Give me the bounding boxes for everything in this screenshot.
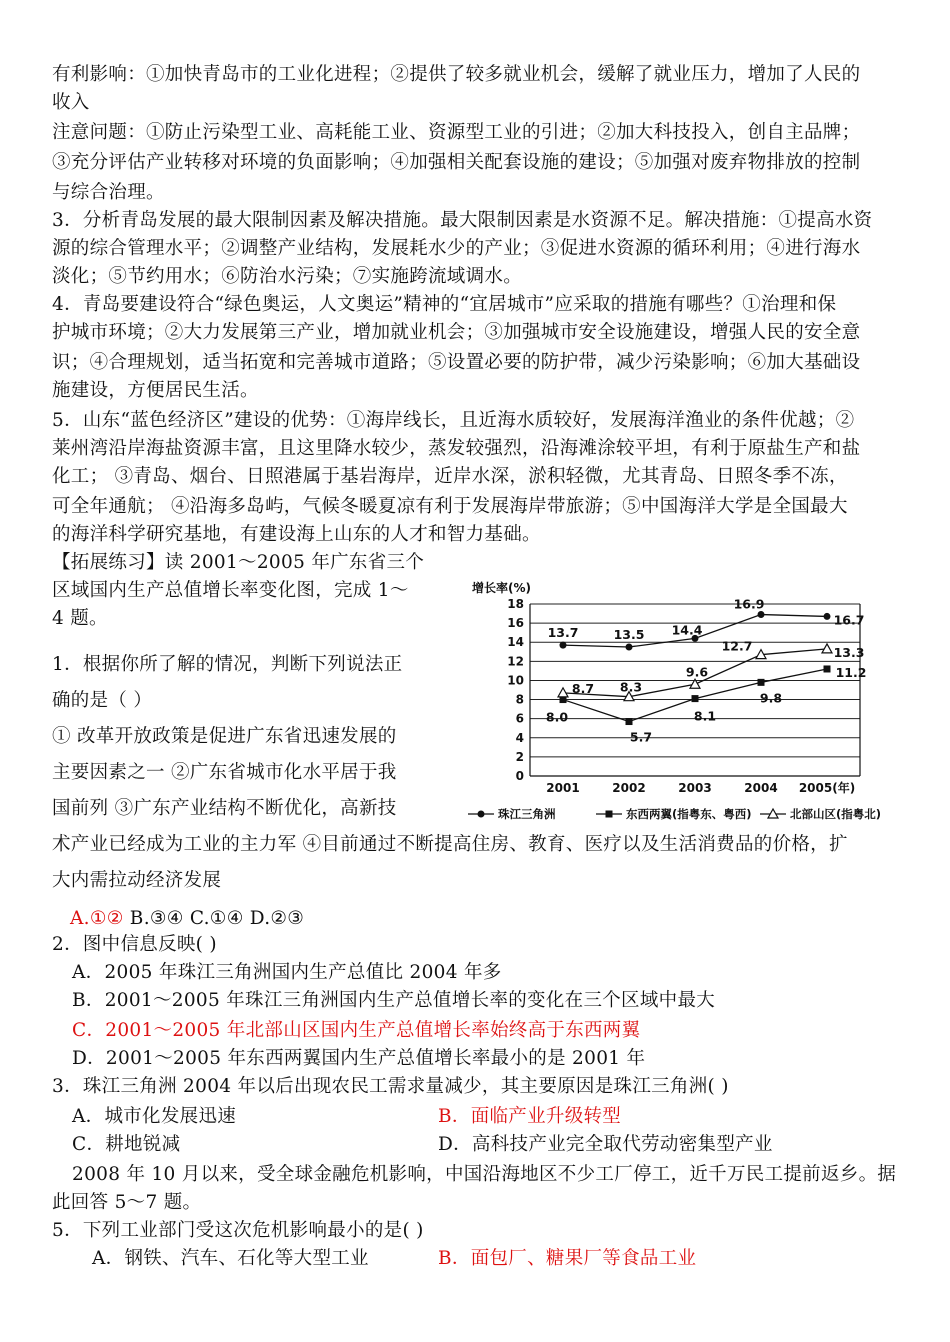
y-tick-label: 18 [507,597,524,611]
y-tick-label: 8 [515,692,524,707]
text-line: ① 改革开放政策是促进广东省迅速发展的 [52,726,397,747]
text-line: 4．青岛要建设符合“绿色奥运，人文奥运”精神的“宜居城市”应采取的措施有哪些？①治理和保 [52,294,837,315]
text-line: 大内需拉动经济发展 [52,870,222,891]
x-tick-label: 2002 [612,781,646,795]
text-line: 1．根据你所了解的情况，判断下列说法正 [52,654,403,675]
data-label: 13.3 [833,644,865,660]
data-point [824,665,831,672]
data-label: 13.5 [613,627,645,642]
data-label: 16.9 [733,596,765,612]
text-line: 可全年通航； ④沿海多岛屿，气候冬暖夏凉有利于发展海岸带旅游；⑤中国海洋大学是全国最大 [52,496,848,517]
text-line: A．城市化发展迅速 [72,1106,237,1127]
data-label: 9.8 [759,690,783,706]
x-tick-label: 2001 [546,781,580,795]
y-tick-label: 0 [515,769,524,783]
text-line: ③充分评估产业转移对环境的负面影响；④加强相关配套设施的建设；⑤加强对废弃物排放的控制 [52,152,861,173]
y-tick-label: 14 [507,635,524,650]
text-line: 2．图中信息反映( ) [52,934,217,955]
text-line: 主要因素之一 ②广东省城市化水平居于我 [52,762,397,783]
y-tick-label: 4 [515,730,524,745]
text-line: 淡化；⑤节约用水；⑥防治水污染；⑦实施跨流域调水。 [52,266,523,287]
data-point [758,611,765,618]
text-line: 术产业已经成为工业的主力军 ④目前通过不断提高住房、教育、医疗以及生活消费品的价格，扩 [52,834,848,855]
text-line: 与综合治理。 [52,182,165,203]
legend-label: 珠江三角洲 [498,807,556,821]
text-line: 5．山东“蓝色经济区”建设的优势：①海岸线长，且近海水质较好，发展海洋渔业的条件优越；② [52,410,855,431]
data-label: 13.7 [547,625,579,641]
text-line: A．2005 年珠江三角洲国内生产总值比 2004 年多 [72,962,502,983]
text-line: 有利影响：①加快青岛市的工业化进程；②提供了较多就业机会，缓解了就业压力，增加了人民的 [52,64,861,85]
data-point [824,613,831,620]
data-point [558,688,568,697]
legend-label: 北部山区(指粤北) [790,807,882,821]
q1-other-options: B.③④ C.①④ D.②③ [123,908,305,929]
x-tick-label: 2003 [678,781,712,795]
text-line: 3．珠江三角洲 2004 年以后出现农民工需求量减少，其主要原因是珠江三角洲( ) [52,1076,729,1097]
y-tick-label: 10 [507,673,524,688]
y-tick-label: 12 [507,654,524,669]
text-line: D．高科技产业完全取代劳动密集型产业 [438,1134,773,1155]
text-line: 护城市环境；②大力发展第三产业，增加就业机会；③加强城市安全设施建设，增强人民的安全意 [52,322,861,343]
text-line: 的海洋科学研究基地，有建设海上山东的人才和智力基础。 [52,524,541,545]
text-line: 施建设，方便居民生活。 [52,380,259,401]
text-line: 5．下列工业部门受这次危机影响最小的是( ) [52,1220,424,1241]
legend-marker [478,811,485,818]
y-tick-label: 16 [507,616,524,631]
data-label: 5.7 [629,729,653,745]
q1-options [70,906,304,932]
text-line: 识；④合理规划，适当拓宽和完善城市道路；⑤设置必要的防护带，减少污染影响；⑥加大基础设 [52,352,861,373]
data-label: 12.7 [721,638,753,654]
text-line: 注意问题：①防止污染型工业、高耗能工业、资源型工业的引进；②加大科技投入，创自主品牌； [52,122,861,143]
text-line: 源的综合管理水平；②调整产业结构，发展耗水少的产业；③促进水资源的循环利用；④进行海水 [52,238,861,259]
y-tick-label: 2 [515,749,524,764]
text-line: 收入 [52,92,90,113]
data-label: 8.3 [619,679,643,695]
text-line: 区域国内生产总值增长率变化图，完成 1～ [52,580,409,601]
x-tick-label: 2004 [744,781,778,795]
data-point [626,644,633,651]
q3-answer-b: B．面临产业升级转型 [438,1106,622,1127]
text-line: 莱州湾沿岸海盐资源丰富，且这里降水较少，蒸发较强烈，沿海滩涂较平坦，有利于原盐生产和盐 [52,438,861,459]
q5-answer-b: B．面包厂、糖果厂等食品工业 [438,1248,697,1269]
y-tick-label: 6 [515,711,524,726]
text-line: 确的是（ ） [52,690,153,711]
q2-answer-c: C．2001～2005 年北部山区国内生产总值增长率始终高于东西两翼 [72,1020,641,1041]
y-axis-title: 增长率(%) [472,581,531,595]
data-point [822,644,832,653]
data-label: 11.2 [835,664,867,680]
data-point [626,718,633,725]
text-line: 4 题。 [52,608,108,629]
data-label: 9.6 [685,664,709,680]
q1-answer-a: A.①② [70,908,124,929]
data-label: 16.7 [833,612,865,628]
data-label: 14.4 [671,622,703,638]
data-label: 8.7 [571,680,595,696]
data-label: 8.0 [545,709,569,725]
legend-marker [606,811,613,818]
text-line: 国前列 ③广东产业结构不断优化，高新技 [52,798,397,819]
data-point [692,695,699,702]
text-line: B．2001～2005 年珠江三角洲国内生产总值增长率的变化在三个区域中最大 [72,990,716,1011]
data-label: 8.1 [693,708,717,724]
text-line: 3．分析青岛发展的最大限制因素及解决措施。最大限制因素是水资源不足。解决措施：①提高水资 [52,210,873,231]
text-line: A．钢铁、汽车、石化等大型工业 [92,1248,369,1269]
legend-label: 东西两翼(指粤东、粤西) [626,807,752,821]
text-line: 【拓展练习】读 2001～2005 年广东省三个 [52,552,425,573]
growth-rate-chart [468,572,930,822]
data-point [560,642,567,649]
text-line: D．2001～2005 年东西两翼国内生产总值增长率最小的是 2001 年 [72,1048,646,1069]
text-line: 2008 年 10 月以来，受全球金融危机影响，中国沿海地区不少工厂停工，近千万民工提前返乡。据 [72,1164,897,1185]
x-tick-label: 2005(年) [798,781,856,795]
data-point [758,679,765,686]
text-line: 此回答 5～7 题。 [52,1192,202,1213]
text-line: 化工； ③青岛、烟台、日照港属于基岩海岸，近岸水深，淤积轻微，尤其青岛、日照冬季不冻， [52,466,848,487]
text-line: C．耕地锐减 [72,1134,181,1155]
